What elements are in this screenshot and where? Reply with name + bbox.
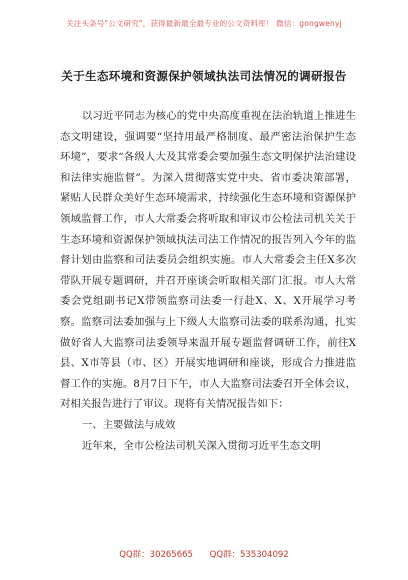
footer-qq-groups — [0, 548, 408, 560]
qq-group-2: QQ群：535304092 — [209, 550, 289, 560]
qq-group-1: QQ群：30265665 — [119, 550, 193, 560]
document-title: 关于生态环境和资源保护领域执法司法情况的调研报告 — [61, 69, 347, 83]
body-paragraph: 以习近平同志为核心的党中央高度重视在法治轨道上推进生态文明建设，强调要“坚持用最严格制度、最严密法治保护生态环境”，要求“各级人大及其常委会要加强生态文明保护法治建设和法律实施监督”。为深入贯彻落实党中央、省市委决策部署，紧贴人民群众美好生态环境需求，持续强化生态环境和资源保护领域监督工作，市人大常委会将听取和审议市公检法司机关关于生态环境和资源保护领域执法司法工作情况的报告列入今年的监督计划由监察和司法委员会组织实施。市人大常委会主任X多次带队开展专题调研，并召开座谈会听取相关部门汇报。市人大常委会党组副书记X带领监察司法委一行赴X、X、X开展学习考察。监察司法委加强与上下级人大监察司法委的联系沟通，扎实做好省人大监察司法委领导来温开展专题监督调研工作，前往X县、X市等县（市、区）开展实地调研和座谈，形成合力推进监督工作的实施。8月7日下午，市人大监察司法委召开全体会议，对相关报告进行了审议。现将有关情况报告如下： — [60, 110, 356, 411]
header-note: 关注头条号"公文研究"，获得最新最全最专业的公文资料库！ 微信：gongwenyj — [66, 19, 342, 28]
section-heading: 一、主要做法与成效 — [81, 418, 176, 431]
body-paragraph: 近年来，全市公检法司机关深入贯彻习近平生态文明 — [81, 439, 321, 452]
document-body — [60, 106, 356, 456]
